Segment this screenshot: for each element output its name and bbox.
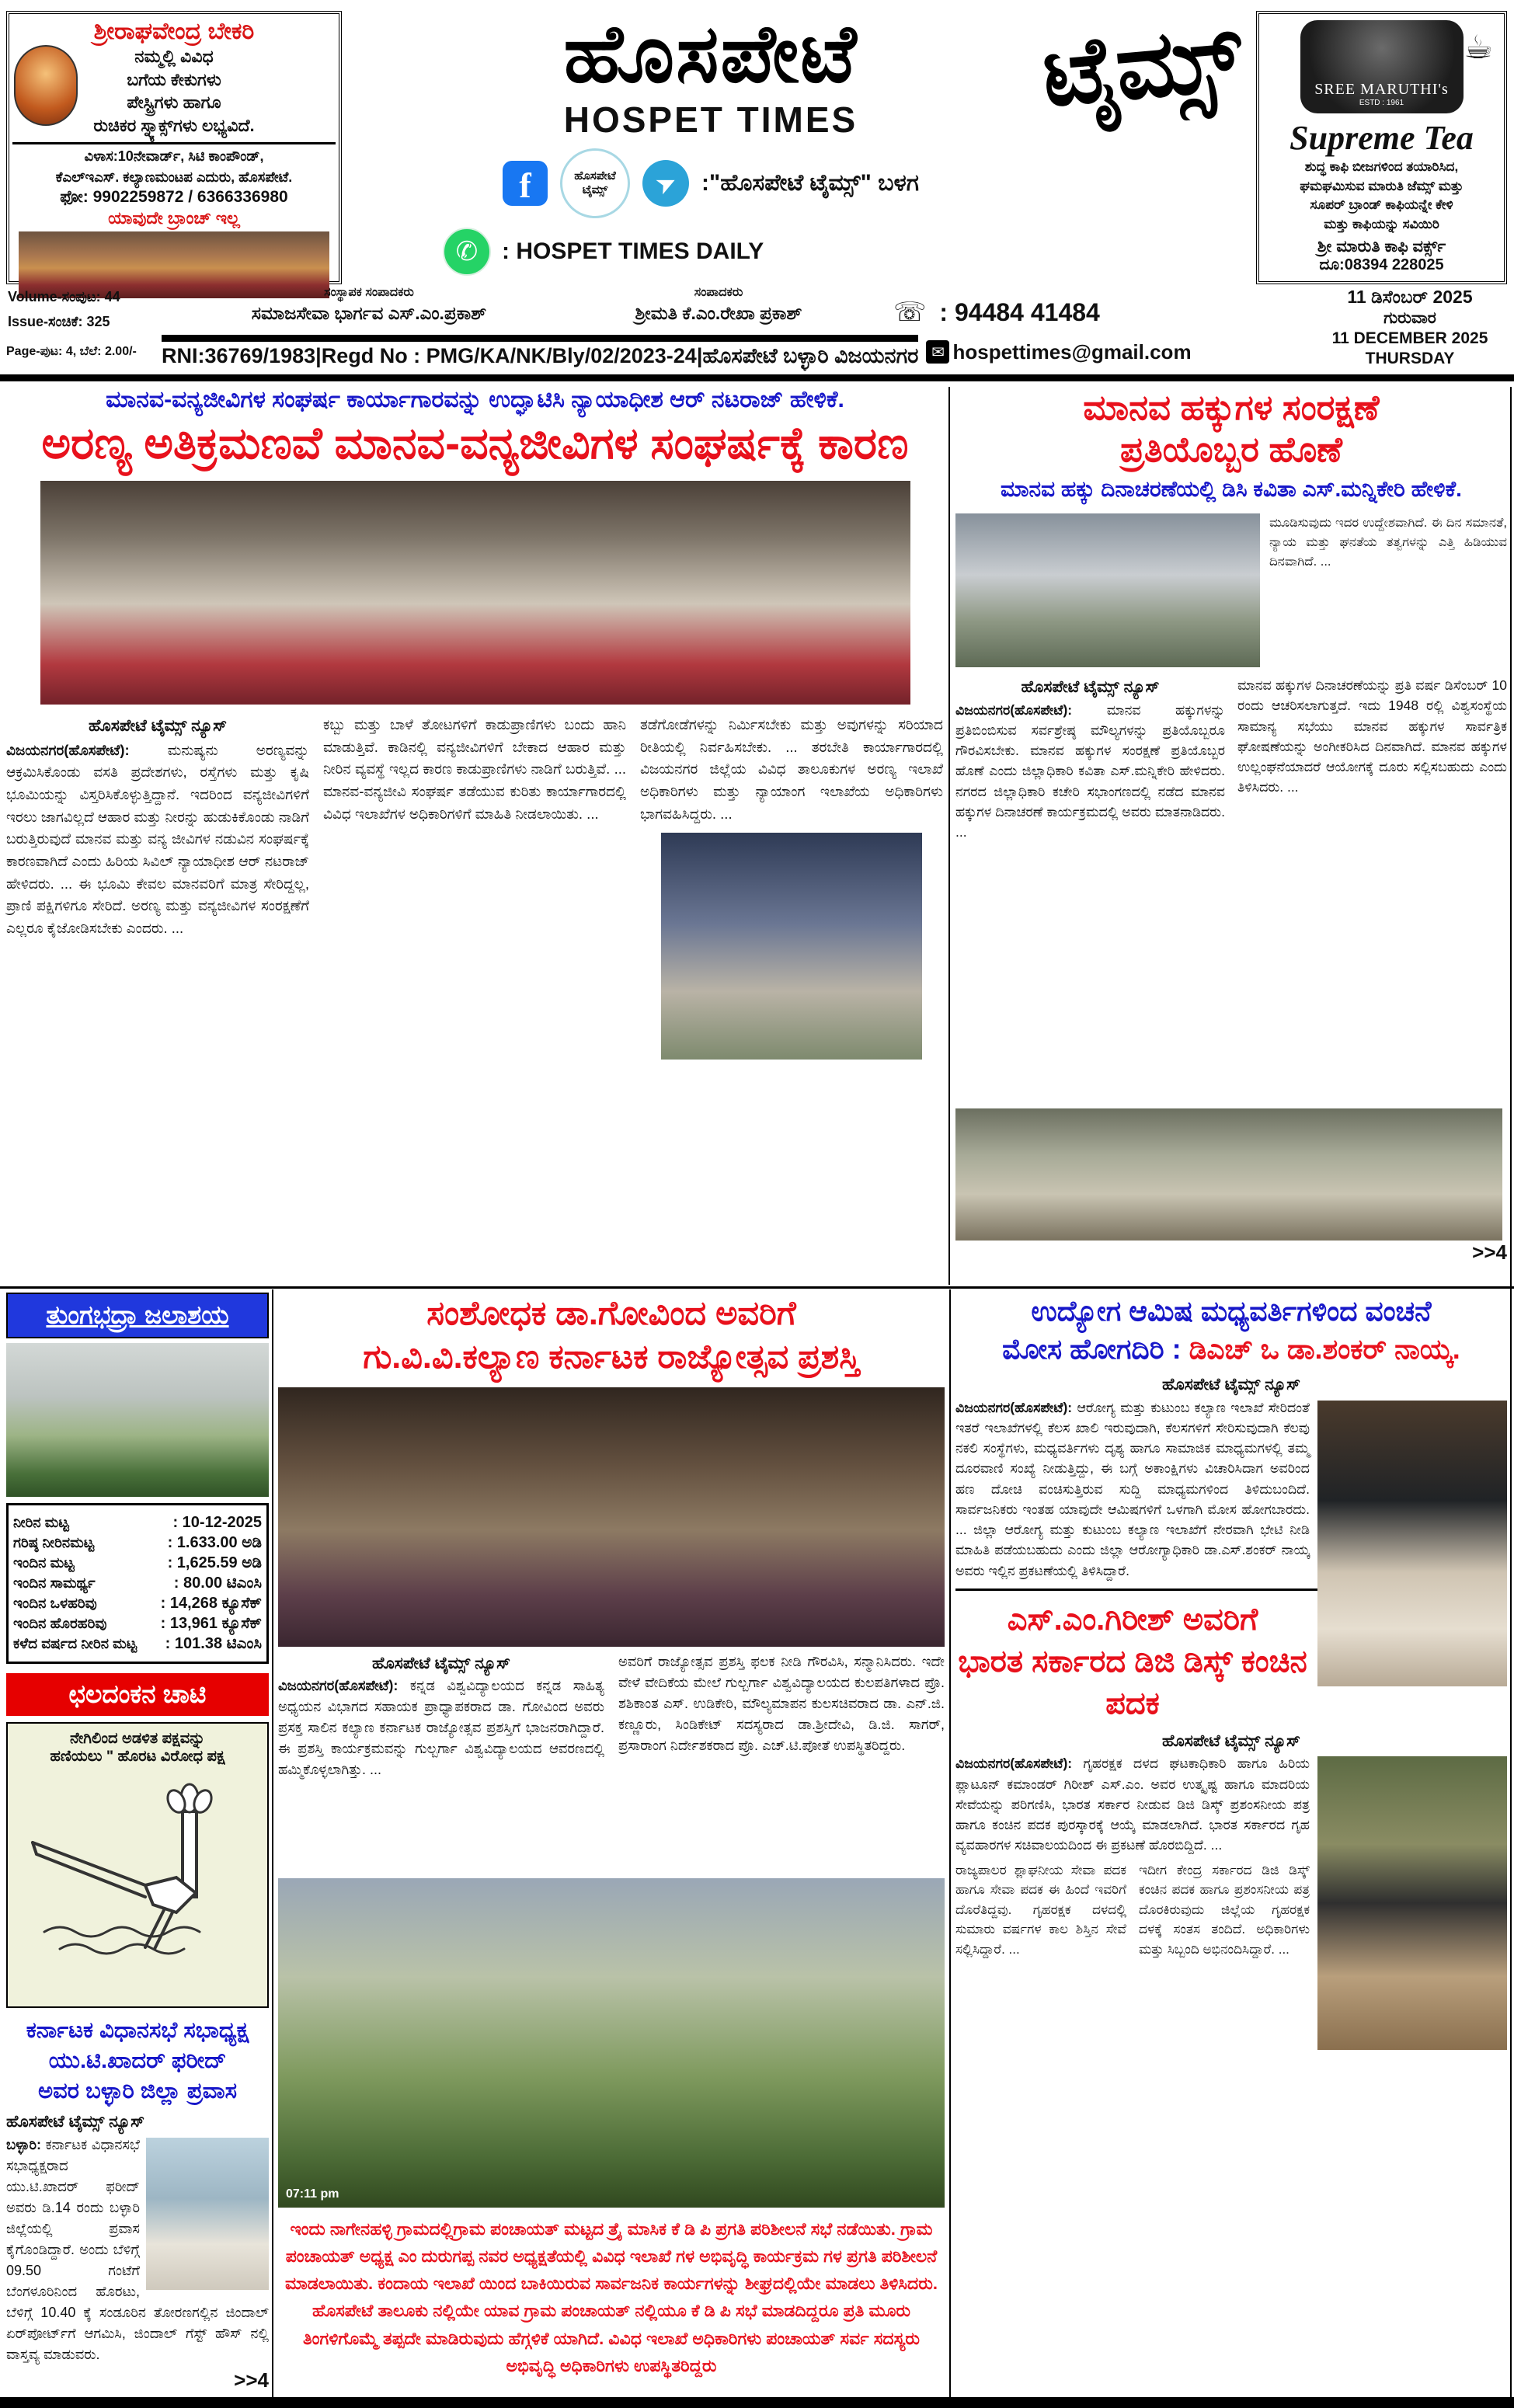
girish-portrait-photo <box>1317 1756 1507 2050</box>
bakery-line: ನಮ್ಮಲ್ಲಿ ವಿವಿಧ <box>134 47 214 66</box>
founder-editor-name: ಸಮಾಜಸೇವಾ ಭಾರ್ಗವ ಎಸ್.ಎಂ.ಪ್ರಕಾಶ್ <box>251 303 487 323</box>
continued-page-marker[interactable]: >>4 <box>1472 1241 1507 1264</box>
row-value: : 13,961 ಕ್ಯೂಸೆಕ್ <box>160 1615 262 1632</box>
award-ceremony-photo <box>278 1387 945 1647</box>
tea-shop-name: ಶ್ರೀ ಮಾರುತಿ ಕಾಫಿ ವರ್ಕ್ಸ್ <box>1317 237 1446 256</box>
girish-headline-line1: ಎಸ್.ಎಂ.ಗಿರೀಶ್ ಅವರಿಗೆ <box>1007 1602 1258 1637</box>
body-text: ಕರ್ನಾಟಕ ವಿಧಾನಸಭೆ ಸಭಾಧ್ಯಕ್ಷರಾದ ಯು.ಟಿ.ಖಾದರ್ ಫರೀದ್ ಅವರು ಡಿ.14 ರಂದು ಬಳ್ಳಾರಿ ಜಿಲ್ಲೆಯಲ್ಲಿ ಪ್ರವಾಸ ಕೈಗೊಂಡಿದ್ದಾರೆ. <box>6 2136 140 2257</box>
bakery-no-branch: ಯಾವುದೇ ಬ್ರಾಂಚ್ ಇಲ್ಲ <box>108 207 240 228</box>
registration-strip <box>6 334 1311 370</box>
email-chip[interactable] <box>926 340 1191 364</box>
tea-line: ಘಮಘಮಿಸುವ ಮಾರುತಿ ಜೆಮ್ಸ್ ಮತ್ತು <box>1300 178 1464 193</box>
girish-column-1: ರಾಜ್ಯಪಾಲರ ಶ್ಲಾಘನೀಯ ಸೇವಾ ಪದಕ ಹಾಗೂ ಸೇವಾ ಪದಕ ಈ ಹಿಂದೆ ಇವರಿಗೆ ದೊರೆತಿದ್ದವು. ಗೃಹರಕ್ಷಕ ದಳದಲ್ಲಿ ಸುಮಾರು ವರ್ಷಗಳ ಕಾಲ ಶಿಸ್ತಿನ ಸೇವೆ ಸಲ್ಲಿಸಿದ್ದಾರೆ. ... <box>955 1862 1126 1957</box>
row-label: ಕಳೆದ ವರ್ಷದ ನೀರಿನ ಮಟ್ಟ <box>13 1635 137 1651</box>
page-price: Page-ಪುಟ: 4, ಬೆಲೆ: 2.00/- <box>6 345 137 358</box>
dho-headline-line2 <box>955 1331 1507 1369</box>
bakery-address: ವಿಳಾಸ:10ನೇವಾರ್ಡ್, ಸಿಟಿ ಕಾಂಪೌಂಡ್, <box>84 148 264 164</box>
girish-headline-line2: ಭಾರತ ಸರ್ಕಾರದ ಡಿಜಿ ಡಿಸ್ಕ್ ಕಂಚಿನ ಪದಕ <box>958 1644 1307 1721</box>
whatsapp-icon[interactable]: ✆ <box>443 228 491 276</box>
photo-timestamp: 07:11 pm <box>286 2187 339 2201</box>
facebook-icon[interactable]: f <box>503 161 548 206</box>
row-value: : 14,268 ಕ್ಯೂಸೆಕ್ <box>160 1595 262 1612</box>
row-label: ಗರಿಷ್ಠ ನೀರಿನಮಟ್ಟ <box>13 1534 95 1550</box>
khader-headline-line3: ಅವರ ಬಳ್ಳಾರಿ ಜಿಲ್ಲಾ ಪ್ರವಾಸ <box>37 2079 238 2104</box>
khader-headline-line2: ಯು.ಟಿ.ಖಾದರ್ ಫರೀದ್ <box>48 2048 227 2074</box>
body-text: ಮಾನವ ಹಕ್ಕುಗಳ ದಿನಾಚರಣೆಯನ್ನು ಪ್ರತಿ ವರ್ಷ ಡಿಸೆಂಬರ್ 10 ರಂದು ಆಚರಿಸಲಾಗುತ್ತದೆ. ಇದು 1948 ರಲ್ಲಿ ವಿಶ್ವಸಂಸ್ಥೆಯ ಸಾಮಾನ್ಯ ಸಭೆಯು ಮಾನವ ಹಕ್ಕುಗಳ ಸಾರ್ವತ್ರಿಕ ಘೋಷಣೆಯನ್ನು ಅಂಗೀಕರಿಸಿದ ದಿನವಾಗಿದೆ. ಮಾನವ ಹಕ್ಕುಗಳ ಉಲ್ಲಂಘನೆಯಾದರೆ ಆಯೋಗಕ್ಕೆ ದೂರು ಸಲ್ಲಿಸಬಹುದು ಎಂದು ತಿಳಿಸಿದರು. ... <box>1237 677 1507 795</box>
row-label: ಇಂದಿನ ಒಳಹರಿವು <box>13 1595 97 1611</box>
section-rule <box>0 1286 1514 1289</box>
dateline: ವಿಜಯನಗರ(ಹೊಸಪೇಟೆ): <box>278 1678 399 1694</box>
tea-phone: ದೂ:08394 228025 <box>1319 256 1444 273</box>
byline: ಹೊಸಪೇಟೆ ಟೈಮ್ಸ್ ನ್ಯೂಸ್ <box>88 717 228 735</box>
cartoon-caption-line2: ಹಣಿಯಲು " ಹೊರಟ ವಿರೋಧ ಪಕ್ಷ <box>50 1748 225 1765</box>
header-rule <box>0 374 1514 381</box>
editor-block <box>575 286 862 324</box>
hr-side-text: ಮೂಡಿಸುವುದು ಇದರ ಉದ್ದೇಶವಾಗಿದೆ. ಈ ದಿನ ಸಮಾನತೆ, ನ್ಯಾಯ ಮತ್ತು ಘನತೆಯ ತತ್ವಗಳನ್ನು ಎತ್ತಿ ಹಿಡಿಯುವ ದಿನವಾಗಿದೆ. ... <box>1269 516 1507 569</box>
dateline: ವಿಜಯನಗರ(ಹೊಸಪೇಟೆ): <box>955 701 1073 718</box>
govinda-body <box>278 1651 945 1878</box>
table-row <box>13 1635 262 1653</box>
plough-lotus-sketch <box>21 1769 254 1963</box>
table-row <box>13 1534 262 1552</box>
day-english: THURSDAY <box>1365 350 1455 368</box>
govinda-column-2 <box>618 1651 945 1878</box>
date-english: 11 DECEMBER 2025 <box>1331 329 1488 347</box>
dho-headline-red: ಡಿಎಚ್ ಒ ಡಾ.ಶಂಕರ್ ನಾಯ್ಕ. <box>1189 1332 1460 1365</box>
social-row <box>350 148 1072 218</box>
whatsapp-text: : HOSPET TIMES DAILY <box>502 238 764 265</box>
hr-body <box>955 675 1507 1104</box>
dho-headline-blue: ಮೋಸ ಹೋಗದಿರಿ : <box>1002 1332 1189 1365</box>
cartoon-caption-line1: ನೇಗಿಲಿಂದ ಅಡಳಿತ ಪಕ್ಷವನ್ನು <box>70 1730 205 1747</box>
column-divider <box>272 1289 273 2397</box>
byline: ಹೊಸಪೇಟೆ ಟೈಮ್ಸ್ ನ್ಯೂಸ್ <box>1161 1376 1301 1394</box>
hr-headline-line1: ಮಾನವ ಹಕ್ಕುಗಳ ಸಂರಕ್ಷಣೆ <box>1083 388 1380 427</box>
dho-portrait-photo <box>1317 1401 1507 1686</box>
divider <box>12 142 336 144</box>
hr-subhead: ಮಾನವ ಹಕ್ಕು ದಿನಾಚರಣೆಯಲ್ಲಿ ಡಿಸಿ ಕವಿತಾ ಎಸ್.ಮನ್ನಿಕೇರಿ ಹೇಳಿಕೆ. <box>1001 477 1462 501</box>
govinda-headline-line2: ಗು.ವಿ.ವಿ.ಕಲ್ಯಾಣ ಕರ್ನಾಟಕ ರಾಜ್ಯೋತ್ಸವ ಪ್ರಶಸ್ತಿ <box>363 1338 860 1376</box>
lead-headline: ಅರಣ್ಯ ಅತಿಕ್ರಮಣವೆ ಮಾನವ-ವನ್ಯಜೀವಿಗಳ ಸಂಘರ್ಷಕ್ಕೆ ಕಾರಣ <box>41 419 909 468</box>
founder-editor-label: ಸಂಸ್ಥಾಪಕ ಸಂಪಾದಕರು <box>324 286 414 299</box>
byline: ಹೊಸಪೇಟೆ ಟೈಮ್ಸ್ ನ್ಯೂಸ್ <box>1021 678 1160 696</box>
body-text: ಮನುಷ್ಯನು ಅರಣ್ಯವನ್ನು ಆಕ್ರಮಿಸಿಕೊಂಡು ವಸತಿ ಪ್ರದೇಶಗಳು, ರಸ್ತೆಗಳು ಮತ್ತು ಕೃಷಿ ಭೂಮಿಯನ್ನು ವಿಸ್ತರಿಸಿಕೊಳ್ಳುತ್ತಿದ್ದಾನೆ. ಇದರಿಂದ ವನ್ಯಜೀವಿಗಳಿಗೆ ಇರಲು ಜಾಗವಿಲ್ಲದೆ ಆಹಾರ ಮತ್ತು ನೀರನ್ನು ಹುಡುಕಿಕೊಂಡು ನಾಡಿಗೆ ಬರುತ್ತಿರುವುದೆ ಮಾನವ ಮತ್ತು ವನ್ಯ ಜೀವಿಗಳ ನಡುವಿನ ಸಂಘರ್ಷಕ್ಕೆ ಕಾರಣವಾಗಿದೆ ಎಂದು ಹಿರಿಯ ಸಿವಿಲ್ ನ್ಯಾಯಾಧೀಶ ಆರ್ ನಟರಾಜ್ ಹೇಳಿದರು. ... ಈ ಭೂಮಿ ಕೇವಲ ಮಾನವರಿಗೆ ಮಾತ್ರ ಸೇರಿದ್ದಲ್ಲ, ಪ್ರಾಣಿ ಪಕ್ಷಿಗಳಿಗೂ ಸೇರಿದೆ. ಅರಣ್ಯ ಮತ್ತು ವನ್ಯಜೀವಿಗಳ ಸಂರಕ್ಷಣೆಗೆ ಎಲ್ಲರೂ ಕೈಜೋಡಿಸಬೇಕು ಎಂದರು. ... <box>6 741 309 936</box>
body-text: ಆರೋಗ್ಯ ಮತ್ತು ಕುಟುಂಬ ಕಲ್ಯಾಣ ಇಲಾಖೆ ಸೇರಿದಂತೆ ಇತರೆ ಇಲಾಖೆಗಳಲ್ಲಿ ಕೆಲಸ ಖಾಲಿ ಇರುವುದಾಗಿ, ಕೆಲಸಗಳಿಗೆ ಸೇರಿಸುವುದಾಗಿ ಕೆಲವು ನಕಲಿ ಸಂಸ್ಥೆಗಳು, ಮಧ್ಯವರ್ತಿಗಳು ದೃಶ್ಯ ಹಾಗೂ ಸಾಮಾಜಿಕ ಮಾಧ್ಯಮಗಳಲ್ಲಿ ತಮ್ಮ ದೂರವಾಣಿ ಸಂಖ್ಯೆ ನೀಡುತ್ತಿದ್ದು, ಈ ಬಗ್ಗೆ ಅಕಾಂಕ್ಷಿಗಳು ವಿಚಾರಿಸಿದಾಗ ಅವರಿಂದ ಹಣ ದೋಚಿ ವಂಚಿಸುತ್ತಿರುವ ಸುದ್ದಿ ಮಾಧ್ಯಮಗಳಿಂದ ತಿಳಿದುಬಂದಿದೆ. ಸಾರ್ವಜನಿಕರು ಇಂತಹ ಯಾವುದೇ ಆಮಿಷಗಳಿಗೆ ಒಳಗಾಗಿ ಮೋಸ ಹೋಗಬಾರದು. ... <box>955 1399 1310 1538</box>
table-row <box>13 1595 262 1613</box>
row-value: : 1.633.00 ಅಡಿ <box>167 1534 262 1551</box>
byline: ಹೊಸಪೇಟೆ ಟೈಮ್ಸ್ ನ್ಯೂಸ್ <box>371 1654 511 1672</box>
rni-registration: RNI:36769/1983|Regd No : PMG/KA/NK/Bly/02/2023-24|ಹೊಸಪೇಟೆ ಬಳ್ಳಾರಿ ವಿಜಯನಗರ <box>162 335 918 369</box>
contact-phone <box>893 297 1100 328</box>
lead-column-3 <box>640 714 943 1060</box>
row-label: ನೀರಿನ ಮಟ್ಟ <box>13 1514 69 1530</box>
body-text: ತಡೆಗೋಡೆಗಳನ್ನು ನಿರ್ಮಿಸಬೇಕು ಮತ್ತು ಅವುಗಳನ್ನು ಸರಿಯಾದ ರೀತಿಯಲ್ಲಿ ನಿರ್ವಹಿಸಬೇಕು. ... ತರಬೇತಿ ಕಾರ್ಯಾಗಾರದಲ್ಲಿ ವಿಜಯನಗರ ಜಿಲ್ಲೆಯ ವಿವಿಧ ತಾಲೂಕುಗಳ ಅರಣ್ಯ ಇಲಾಖೆ ಅಧಿಕಾರಿಗಳು ಮತ್ತು ನ್ಯಾಯಾಂಗ ಇಲಾಖೆಯ ಅಧಿಕಾರಿಗಳು ಭಾಗವಹಿಸಿದ್ದರು. ... <box>640 716 943 822</box>
deity-image <box>14 45 78 126</box>
telegram-text: :"ಹೊಸಪೇಟೆ ಟೈಮ್ಸ್" ಬಳಗ <box>701 170 920 197</box>
table-row <box>13 1575 262 1592</box>
bakery-line: ರುಚಿಕರ ಸ್ನ್ಯಾಕ್ಸ್‌ಗಳು ಲಭ್ಯವಿದೆ. <box>93 116 255 136</box>
date-block <box>1313 286 1507 370</box>
khader-portrait-photo <box>146 2138 269 2290</box>
body-text: ಕನ್ನಡ ವಿಶ್ವವಿದ್ಯಾಲಯದ ಕನ್ನಡ ಸಾಹಿತ್ಯ ಅಧ್ಯಯನ ವಿಭಾಗದ ಸಹಾಯಕ ಪ್ರಾಧ್ಯಾಪಕರಾದ ಡಾ. ಗೋವಿಂದ ಅವರು ಪ್ರಸಕ್ತ ಸಾಲಿನ ಕಲ್ಯಾಣ ಕರ್ನಾಟಕ ರಾಜ್ಯೋತ್ಸವ ಪ್ರಶಸ್ತಿಗೆ ಭಾಜನರಾಗಿದ್ದಾರೆ. ಈ ಪ್ರಶಸ್ತಿ ಕಾರ್ಯಕ್ರಮವನ್ನು ಗುಲ್ಬರ್ಗಾ ವಿಶ್ವವಿದ್ಯಾಲಯದ ಆವರಣದಲ್ಲಿ ಹಮ್ಮಿಕೊಳ್ಳಲಾಗಿತ್ತು. ... <box>278 1678 604 1778</box>
body-text: ಕಬ್ಬು ಮತ್ತು ಬಾಳೆ ತೋಟಗಳಿಗೆ ಕಾಡುಪ್ರಾಣಿಗಳು ಬಂದು ಹಾನಿ ಮಾಡುತ್ತಿವೆ. ಕಾಡಿನಲ್ಲಿ ವನ್ಯಜೀವಿಗಳಿಗೆ ಬೇಕಾದ ಆಹಾರ ಮತ್ತು ನೀರಿನ ವ್ಯವಸ್ಥೆ ಇಲ್ಲದ ಕಾರಣ ಕಾಡುಪ್ರಾಣಿಗಳು ನಾಡಿಗೆ ಬರುತ್ತಿವೆ. ... ಮಾನವ-ವನ್ಯಜೀವಿ ಸಂಘರ್ಷ ತಡೆಯುವ ಕುರಿತು ಕಾರ್ಯಾಗಾರದಲ್ಲಿ ವಿವಿಧ ಇಲಾಖೆಗಳ ಅಧಿಕಾರಿಗಳಿಗೆ ಮಾಹಿತಿ ನೀಡಲಾಯಿತು. ... <box>323 716 626 822</box>
cartoon-box-title: ಛಲದಂಕನ ಚಾಟಿ <box>6 1673 269 1716</box>
page-edge-rule <box>1510 387 1512 2397</box>
center-column <box>278 1293 945 2397</box>
column-divider <box>949 1289 951 2397</box>
body-text: ಜಿಲ್ಲಾ ಆರೋಗ್ಯ ಮತ್ತು ಕುಟುಂಬ ಕಲ್ಯಾಣ ಇಲಾಖೆಗೆ ನೇರವಾಗಿ ಭೇಟಿ ನೀಡಿ ಮಾಹಿತಿ ಪಡೆಯಬಹುದು ಎಂದು ಜಿಲ್ಲಾ ಆರೋಗ್ಯಾಧಿಕಾರಿ ಡಾ.ಎಸ್.ಶಂಕರ್ ನಾಯ್ಕ ಅವರು ಇಲ್ಲಿನ ಪ್ರಕಟಣೆಯಲ್ಲಿ ತಿಳಿಸಿದ್ದಾರೆ. <box>955 1522 1310 1578</box>
govinda-column-1 <box>278 1651 604 1878</box>
govinda-headline-line1: ಸಂಶೋಧಕ ಡಾ.ಗೋವಿಂದ ಅವರಿಗೆ <box>426 1295 796 1332</box>
masthead-title-english: HOSPET TIMES <box>563 99 858 141</box>
badge-line: ಹೊಸಪೇಟೆ <box>574 169 616 183</box>
dho-body <box>955 1373 1507 1581</box>
panchayat-meeting-photo <box>278 1878 945 2208</box>
dateline: ವಿಜಯನಗರ(ಹೊಸಪೇಟೆ): <box>955 1399 1073 1415</box>
bakery-address: ಕೆಎಲ್‌ಇಎಸ್. ಕಲ್ಯಾಣಮಂಟಪ ಎದುರು, ಹೊಸಪೇಟೆ. <box>55 169 293 185</box>
felicitation-photo <box>661 833 922 1060</box>
teacup-icon: ☕ <box>1464 29 1493 65</box>
dateline: ವಿಜಯನಗರ(ಹೊಸಪೇಟೆ): <box>6 741 130 758</box>
bakery-phone: ಫೋ: 9902259872 / 6366336980 <box>60 187 288 206</box>
email-icon: ✉ <box>926 340 949 364</box>
lead-article <box>6 387 944 1285</box>
girish-column-2: ಇದೀಗ ಕೇಂದ್ರ ಸರ್ಕಾರದ ಡಿಜಿ ಡಿಸ್ಕ್ ಕಂಚಿನ ಪದಕ ಹಾಗೂ ಪ್ರಶಂಸನೀಯ ಪತ್ರ ದೊರಕಿರುವುದು ಜಿಲ್ಲೆಯ ಗೃಹರಕ್ಷಕ ದಳಕ್ಕೆ ಸಂತಸ ತಂದಿದೆ. ಅಧಿಕಾರಿಗಳು ಮತ್ತು ಸಿಬ್ಬಂದಿ ಅಭಿನಂದಿಸಿದ್ದಾರೆ. ... <box>1139 1862 1310 1957</box>
masthead-logo-kannada: ಟೈಮ್ಸ್ <box>1038 6 1246 126</box>
khader-headline-line1: ಕರ್ನಾಟಕ ವಿಧಾನಸಭೆ ಸಭಾಧ್ಯಕ್ಷ <box>26 2018 249 2043</box>
hr-column-2 <box>1237 675 1507 1104</box>
row-label: ಇಂದಿನ ಮಟ್ಟ <box>13 1554 75 1571</box>
facebook-badge <box>560 148 630 218</box>
body-text: ಅಂದು ಬೆಳಿಗ್ಗೆ 09.50 ಗಂಟೆಗೆ ಬೆಂಗಳೂರಿನಿಂದ ಹೊರಟು, ಬೆಳಿಗ್ಗೆ 10.40 ಕ್ಕೆ ಸಂಡೂರಿನ ತೋರಣಗಲ್ಲಿನ ಜಿಂದಾಲ್ ಏರ್‌ಪೋರ್ಟ್‌ಗೆ ಆಗಮಿಸಿ, ಜಿಂದಾಲ್ ಗೆಸ್ಟ್ ಹೌಸ್ ನಲ್ಲಿ ವಾಸ್ತವ್ಯ ಮಾಡುವರು. <box>6 2241 269 2362</box>
column-divider <box>948 387 950 1285</box>
editor-label: ಸಂಪಾದಕರು <box>694 286 743 299</box>
dateline: ಬಳ್ಳಾರಿ: <box>6 2136 41 2152</box>
table-row <box>13 1514 262 1532</box>
continued-page-marker[interactable]: >>4 <box>234 2368 269 2392</box>
row-value: : 101.38 ಟಿಎಂಸಿ <box>165 1635 262 1652</box>
phone-number: : 94484 41484 <box>939 298 1100 326</box>
girish-continuation <box>955 1860 1310 2044</box>
dho-headline-line1: ಉದ್ಯೋಗ ಆಮಿಷ ಮಧ್ಯವರ್ತಿಗಳಿಂದ ವಂಚನೆ <box>1031 1295 1432 1327</box>
dam-photo <box>6 1343 269 1497</box>
khader-headline <box>6 2016 269 2107</box>
dc-speech-photo <box>955 513 1260 667</box>
bakery-line: ಬಗೆಯ ಕೇಕುಗಳು <box>127 69 221 89</box>
table-row <box>13 1615 262 1633</box>
email-address: hospettimes@gmail.com <box>952 339 1192 364</box>
row-label: ಇಂದಿನ ಸಾಮರ್ಥ್ಯ <box>13 1575 96 1591</box>
badge-line: ಟೈಮ್ಸ್ <box>582 183 608 197</box>
reservoir-data-table <box>6 1503 269 1664</box>
volume-label: Volume-ಸಂಪುಟ: 44 <box>8 289 120 304</box>
tea-line: ಶುದ್ಧ ಕಾಫಿ ಬೀಜಗಳಿಂದ ತಯಾರಿಸಿದ, <box>1304 159 1459 174</box>
lead-kicker: ಮಾನವ-ವನ್ಯಜೀವಿಗಳ ಸಂಘರ್ಷ ಕಾರ್ಯಾಗಾರವನ್ನು ಉದ್ಘಾಟಿಸಿ ನ್ಯಾಯಾಧೀಶ ಆರ್ ನಟರಾಜ್ ಹೇಳಿಕೆ. <box>106 387 844 412</box>
lead-column-2 <box>323 714 626 1060</box>
bakery-ad[interactable] <box>6 11 342 284</box>
row-label: ಇಂದಿನ ಹೊರಹರಿವು <box>13 1615 107 1631</box>
tea-line: ಸೂಪರ್ ಬ್ರಾಂಡ್ ಕಾಫಿಯನ್ನೇ ಕೇಳಿ <box>1310 197 1453 213</box>
human-rights-article <box>955 387 1507 1285</box>
tea-line: ಮತ್ತು ಕಾಫಿಯನ್ನು ಸವಿಯಿರಿ <box>1324 216 1439 231</box>
editorial-cartoon <box>6 1722 269 2008</box>
date-kannada: 11 ಡಿಸೆಂಬರ್ 2025 <box>1347 287 1473 307</box>
day-kannada: ಗುರುವಾರ <box>1383 308 1436 327</box>
telegram-icon[interactable]: ➤ <box>642 160 689 207</box>
table-row <box>13 1554 262 1572</box>
whatsapp-row <box>443 228 1072 276</box>
workshop-stage-photo <box>40 481 910 705</box>
audience-group-photo <box>955 1108 1502 1241</box>
left-column <box>6 1293 269 2397</box>
lead-body <box>6 714 944 1060</box>
dateline: ವಿಜಯನಗರ(ಹೊಸಪೇಟೆ): <box>955 1756 1073 1772</box>
right-column <box>955 1293 1507 2397</box>
row-value: : 1,625.59 ಅಡಿ <box>167 1554 262 1571</box>
tea-logo <box>1300 20 1464 113</box>
body-text: ಅವರಿಗೆ ರಾಜ್ಯೋತ್ಸವ ಪ್ರಶಸ್ತಿ ಫಲಕ ನೀಡಿ ಗೌರವಿಸಿ, ಸನ್ಮಾನಿಸಿದರು. ಇದೇ ವೇಳೆ ವೇದಿಕೆಯ ಮೇಲೆ ಗುಲ್ಬರ್ಗಾ ವಿಶ್ವವಿದ್ಯಾಲಯದ ಕುಲಪತಿಗಳಾದ ಪ್ರೊ. ಶಶಿಕಾಂತ ಎಸ್. ಉಡಿಕೇರಿ, ಮೌಲ್ಯಮಾಪನ ಕುಲಸಚಿವರಾದ ಡಾ. ಎನ್.ಜಿ. ಕಣ್ಣೂರು, ಸಿಂಡಿಕೇಟ್ ಸದಸ್ಯರಾದ ಡಾ.ಶ್ರೀದೇವಿ, ಡಿ.ಜಿ. ಸಾಗರ್, ಪ್ರಸಾರಾಂಗ ನಿರ್ದೇಶಕರಾದ ಪ್ರೊ. ಎಚ್.ಟಿ.ಪೋತೆ ಉಪಸ್ಥಿತರಿದ್ದರು. <box>618 1653 945 1753</box>
body-text: ಮಾನವ ಹಕ್ಕುಗಳನ್ನು ಪ್ರತಿಬಿಂಬಿಸುವ ಸರ್ವಶ್ರೇಷ್ಠ ಮೌಲ್ಯಗಳನ್ನು ಪ್ರತಿಯೊಬ್ಬರೂ ಗೌರವಿಸಬೇಕು. ಮಾನವ ಹಕ್ಕುಗಳ ಸಂರಕ್ಷಣೆ ಪ್ರತಿಯೊಬ್ಬರ ಹೊಣೆ ಎಂದು ಜಿಲ್ಲಾಧಿಕಾರಿ ಕವಿತಾ ಎಸ್.ಮನ್ನಿಕೇರಿ ಹೇಳಿದರು. ನಗರದ ಜಿಲ್ಲಾಧಿಕಾರಿ ಕಚೇರಿ ಸಭಾಂಗಣದಲ್ಲಿ ನಡೆದ ಮಾನವ ಹಕ್ಕುಗಳ ದಿನಾಚರಣೆ ಕಾರ್ಯಕ್ರಮದಲ್ಲಿ ಅವರು ಮಾತನಾಡಿದರು. ... <box>955 701 1225 840</box>
tea-ad[interactable] <box>1256 11 1507 284</box>
editor-name: ಶ್ರೀಮತಿ ಕೆ.ಎಂ.ರೇಖಾ ಪ್ರಕಾಶ್ <box>635 303 802 323</box>
masthead <box>350 9 1072 284</box>
phone-icon: ☏ <box>893 298 927 327</box>
masthead-title-kannada: ಹೊಸಪೇಟೆ <box>563 9 858 99</box>
row-value: : 10-12-2025 <box>172 1514 262 1531</box>
tea-brand: Supreme Tea <box>1290 119 1474 157</box>
lead-column-1 <box>6 714 309 1060</box>
tea-brand-small: SREE MARUTHI's <box>1314 81 1449 98</box>
byline: ಹೊಸಪೇಟೆ ಟೈಮ್ಸ್ ನ್ಯೂಸ್ <box>6 2113 145 2131</box>
bakery-line: ಪೇಸ್ಟ್ರಿಗಳು ಹಾಗೂ <box>127 92 221 113</box>
tea-estd: ESTD : 1961 <box>1359 99 1404 107</box>
hr-column-1 <box>955 675 1225 1104</box>
hr-headline-line2: ಪ್ರತಿಯೊಬ್ಬರ ಹೊಣೆ <box>1120 430 1342 469</box>
govinda-headline <box>278 1293 945 1380</box>
bakery-title: ಶ್ರೀರಾಘವೇಂದ್ರ ಬೇಕರಿ <box>93 19 255 44</box>
girish-body <box>955 1729 1507 1856</box>
page-bottom-rule <box>0 2397 1514 2408</box>
row-value: : 80.00 ಟಿಎಂಸಿ <box>173 1575 262 1592</box>
byline: ಹೊಸಪೇಟೆ ಟೈಮ್ಸ್ ನ್ಯೂಸ್ <box>1161 1731 1301 1750</box>
founder-editor-block <box>186 286 552 324</box>
body-text: ಗೃಹರಕ್ಷಕ ದಳದ ಘಟಕಾಧಿಕಾರಿ ಹಾಗೂ ಹಿರಿಯ ಪ್ಲಾಟೂನ್ ಕಮಾಂಡರ್ ಗಿರೀಶ್ ಎಸ್.ಎಂ. ಅವರ ಉತ್ಕೃಷ್ಟ ಹಾಗೂ ಮಾದರಿಯ ಸೇವೆಯನ್ನು ಪರಿಗಣಿಸಿ, ಭಾರತ ಸರ್ಕಾರ ನೀಡುವ ಡಿಜಿ ಡಿಸ್ಕ್ ಪ್ರಶಂಸನೀಯ ಪತ್ರ ಹಾಗೂ ಕಂಚಿನ ಪದಕ ಪುರಸ್ಕಾರಕ್ಕೆ ಆಯ್ಕೆ ಮಾಡಲಾಗಿದೆ. ಭಾರತ ಸರ್ಕಾರದ ಗೃಹ ವ್ಯವಹಾರಗಳ ಸಚಿವಾಲಯದಿಂದ ಈ ಪ್ರಕಟಣೆ ಹೊರಬಿದ್ದಿದೆ. ... <box>955 1756 1310 1853</box>
khader-body <box>6 2110 269 2396</box>
hr-photo-row <box>955 513 1507 667</box>
panchayat-caption: ಇಂದು ನಾಗೇನಹಳ್ಳಿ ಗ್ರಾಮದಲ್ಲಿಗ್ರಾಮ ಪಂಚಾಯತ್ ಮಟ್ಟದ ತ್ರೈ ಮಾಸಿಕ ಕೆ ಡಿ ಪಿ ಪ್ರಗತಿ ಪರಿಶೀಲನೆ ಸಭೆ ನಡೆಯಿತು. ಗ್ರಾಮ ಪಂಚಾಯತ್ ಅಧ್ಯಕ್ಷ ಎಂ ದುರುಗಪ್ಪ ನವರ ಅಧ್ಯಕ್ಷತೆಯಲ್ಲಿ ವಿವಿಧ ಇಲಾಖೆ ಗಳ ಅಭಿವೃದ್ಧಿ ಕಾರ್ಯಕ್ರಮ ಗಳ ಪ್ರಗತಿ ಪರಿಶೀಲನೆ ಮಾಡಲಾಯಿತು. ಕಂದಾಯ ಇಲಾಖೆ ಯಿಂದ ಬಾಕಿಯಿರುವ ಸಾರ್ವಜನಿಕ ಕಾರ್ಯಗಳನ್ನು ಶೀಘ್ರದಲ್ಲಿಯೇ ಮಾಡಲು ತಿಳಿಸಿದರು. ಹೊಸಪೇಟೆ ತಾಲೂಕು ನಲ್ಲಿಯೇ ಯಾವ ಗ್ರಾಮ ಪಂಚಾಯತ್ ನಲ್ಲಿಯೂ ಕೆ ಡಿ ಪಿ ಸಭೆ ಮಾಡದಿದ್ದರೂ ಪ್ರತಿ ಮೂರು ತಿಂಗಳಿಗೊಮ್ಮೆ ತಪ್ಪದೇ ಮಾಡಿರುವುದು ಹೆಗ್ಗಳಿಕೆ ಯಾಗಿದೆ. ವಿವಿಧ ಇಲಾಖೆ ಅಧಿಕಾರಿಗಳು ಪಂಚಾಯತ್ ಸರ್ವ ಸದಸ್ಯರು ಅಭಿವೃದ್ಧಿ ಅಧಿಕಾರಿಗಳು ಉಪಸ್ಥಿತರಿದ್ದರು <box>285 2218 938 2375</box>
reservoir-box-title: ತುಂಗಭದ್ರಾ ಜಲಾಶಯ <box>6 1293 269 1338</box>
issue-label: Issue-ಸಂಚಿಕೆ: 325 <box>8 314 110 329</box>
